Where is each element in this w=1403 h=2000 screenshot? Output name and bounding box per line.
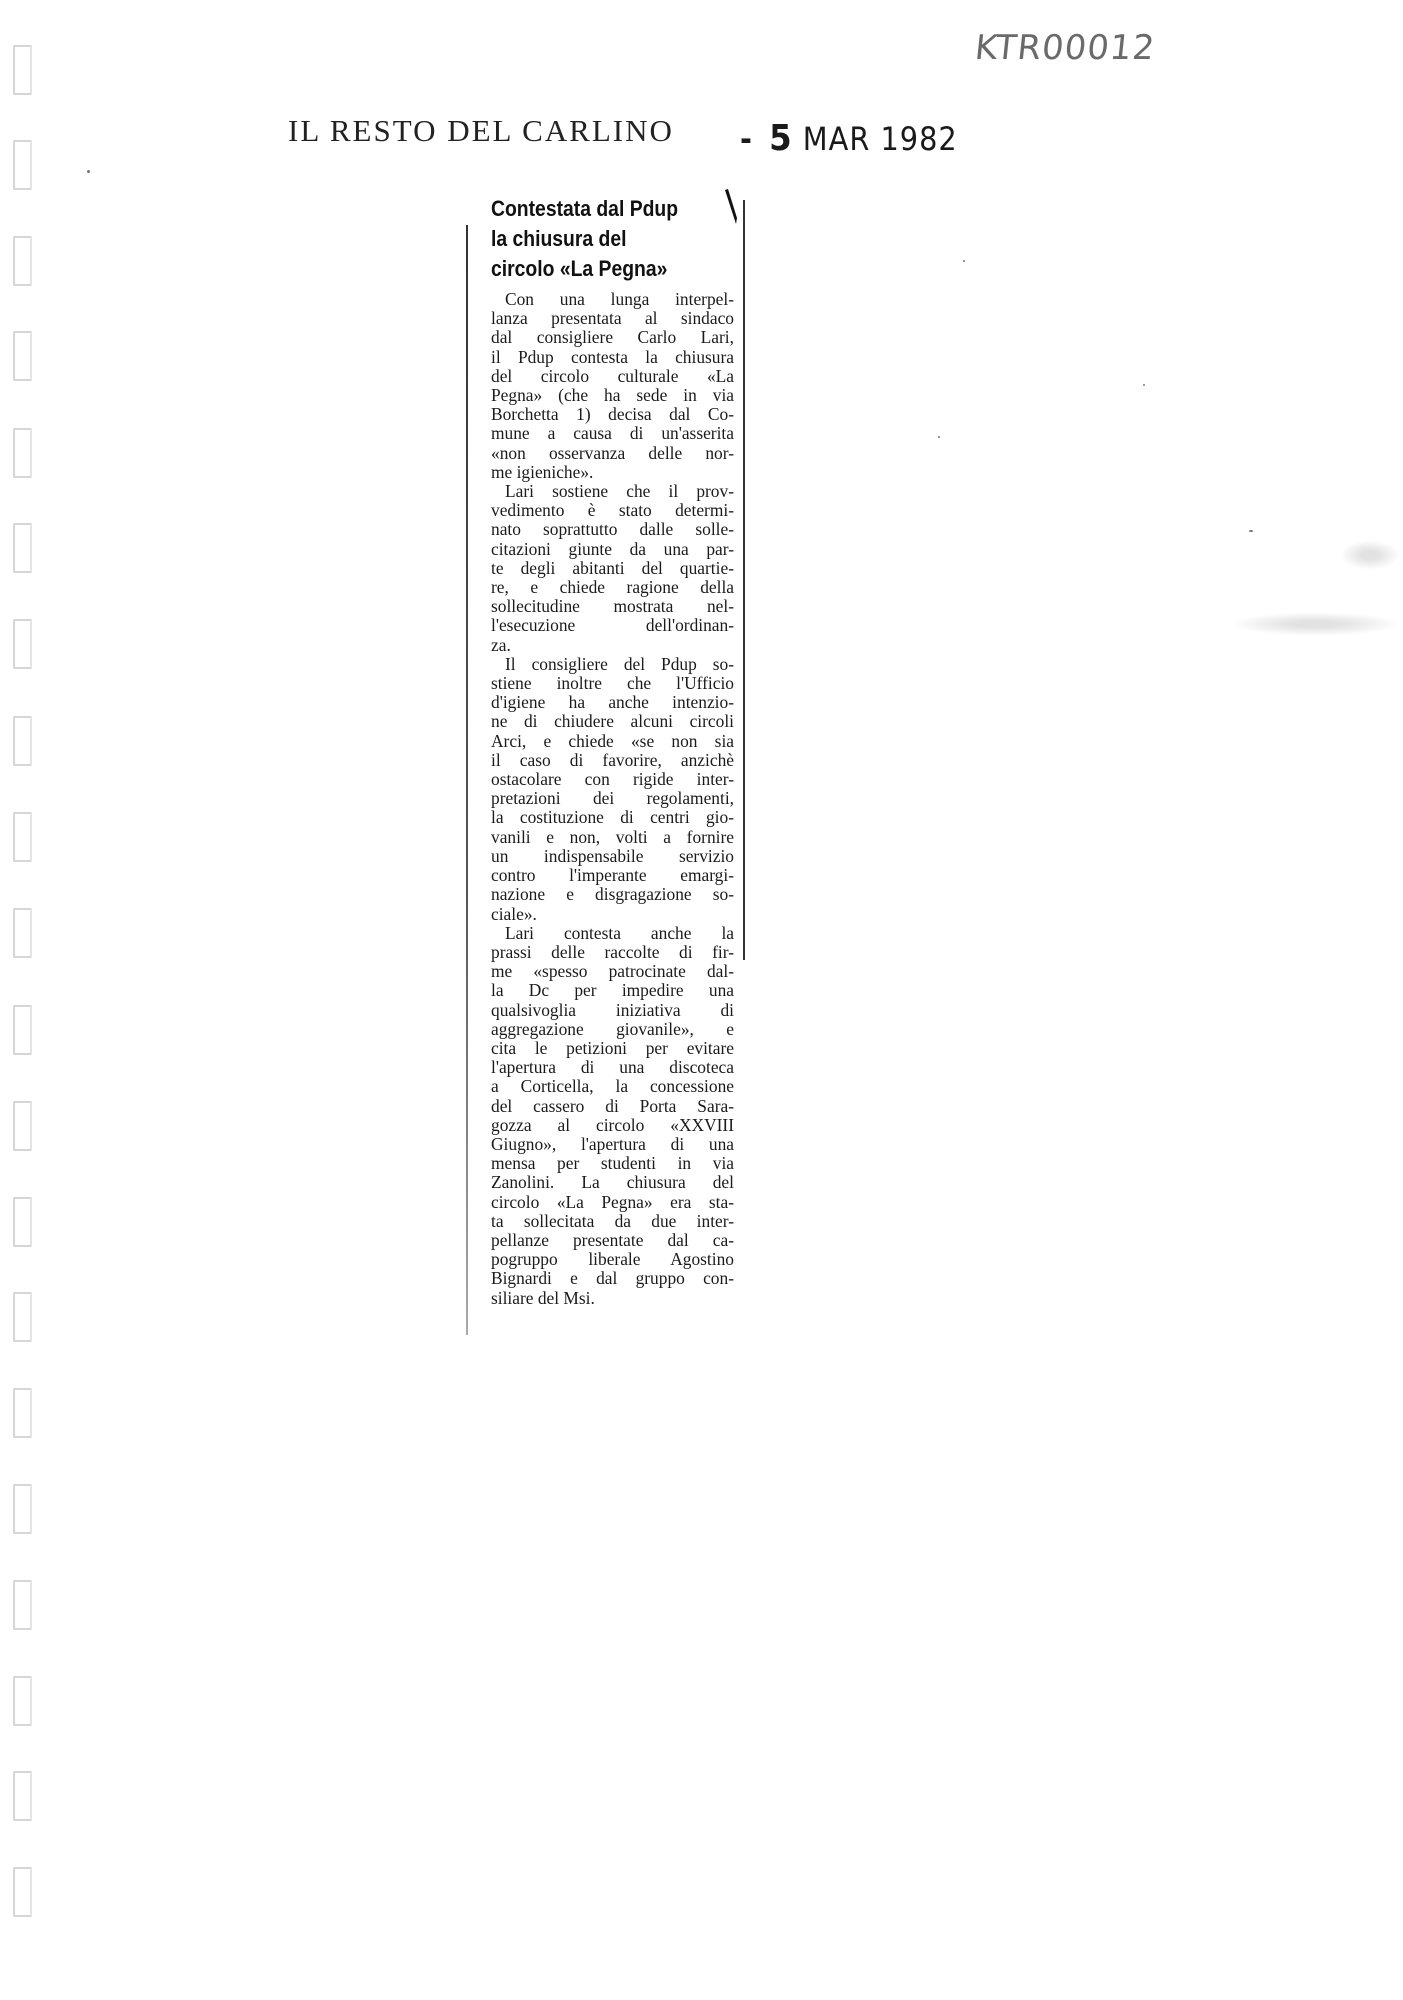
article-line: contro l'imperante emargi- [491,865,734,886]
binder-hole [13,1292,32,1342]
article-line: nato soprattutto dalle solle- [491,519,734,540]
article-line: Zanolini. La chiusura del [491,1172,734,1193]
scan-speck [938,436,940,438]
article-line: pellanze presentate dal ca- [491,1229,734,1250]
article-line: Pegna» (che ha sede in via [491,385,734,406]
headline-line: Contestata dal Pdup [491,196,679,221]
binder-hole [13,908,32,958]
article-line: Bignardi e dal gruppo con- [491,1268,734,1289]
article-line: pogruppo liberale Agostino [491,1249,734,1270]
binder-hole [13,1005,32,1055]
binder-hole [13,812,32,862]
scan-speck [87,170,90,173]
article-line: mune a causa di un'asserita [491,423,734,444]
article-line: siliare del Msi. [491,1287,595,1308]
article-line: qualsivoglia iniziativa di [491,999,734,1020]
article-body [491,290,734,1308]
date-day: 5 [769,118,793,159]
headline-line: la chiusura del [491,226,627,251]
article-paragraph [491,290,734,482]
article-line: Lari contesta anche la [505,922,734,943]
article-line: la Dc per impedire una [491,980,734,1001]
article-line: vedimento è stato determi- [491,500,734,521]
article-line: za. [491,634,511,655]
article-line: Arci, e chiede «se non sia [491,730,734,751]
article-line: Con una lunga interpel- [505,289,734,309]
binder-hole [13,428,32,478]
binder-hole [13,331,32,381]
article-line: mensa per studenti in via [491,1153,734,1174]
article-line: la costituzione di centri gio- [491,807,734,828]
article-line: pretazioni dei regolamenti, [491,788,734,809]
newspaper-article [491,194,761,1308]
binder-hole [13,523,32,573]
binder-hole [13,1867,32,1917]
binder-hole [13,45,32,95]
binder-hole [13,1676,32,1726]
article-headline [491,194,758,284]
article-line: d'igiene ha anche intenzio- [491,692,734,713]
article-line: Lari sostiene che il prov- [505,481,734,502]
article-line: cita le petizioni per evitare [491,1037,734,1058]
scan-speck [1143,384,1145,386]
article-line: «non osservanza delle nor- [491,442,734,463]
binder-hole [13,716,32,766]
article-line: circolo «La Pegna» era sta- [491,1191,734,1212]
article-line: Il consigliere del Pdup so- [505,653,734,674]
article-paragraph [491,924,734,1308]
article-line: stiene inoltre che l'Ufficio [491,673,734,694]
scan-speck [1249,530,1253,532]
date-month-year: MAR 1982 [802,120,958,158]
date-dash: - [740,120,753,158]
binder-hole [13,140,32,190]
newspaper-masthead: IL RESTO DEL CARLINO [288,113,674,148]
article-paragraph [491,655,734,924]
binder-hole [13,1101,32,1151]
article-line: nazione e disgragazione so- [491,884,734,905]
article-line: ta sollecitata da due inter- [491,1210,734,1231]
article-line: Borchetta 1) decisa dal Co- [491,404,734,425]
article-paragraph [491,482,734,655]
headline-line: circolo «La Pegna» [491,256,668,281]
article-line: me igieniche». [491,461,594,482]
article-line: aggregazione giovanile», e [491,1018,734,1039]
binder-hole [13,236,32,286]
article-line: ne di chiudere alcuni circoli [491,711,734,732]
binder-hole [13,619,32,669]
article-line: Giugno», l'apertura di una [491,1133,734,1154]
scan-speck [963,260,965,262]
binder-hole [13,1197,32,1247]
binder-hole [13,1771,32,1821]
article-line: del circolo culturale «La [491,365,734,386]
article-line: te degli abitanti del quartie- [491,557,734,578]
binder-hole [13,1580,32,1630]
binder-hole [13,1484,32,1534]
article-line: re, e chiede ragione della [491,577,734,598]
article-line: sollecitudine mostrata nel- [491,596,734,617]
article-line: gozza al circolo «XXVIII [491,1114,734,1135]
article-line: l'apertura di una discoteca [491,1057,734,1078]
archive-code-handwritten: KTR00012 [972,28,1158,68]
article-line: l'esecuzione dell'ordinan- [491,615,734,636]
scan-smudge [1230,612,1400,636]
binder-hole [13,1388,32,1438]
article-line: dal consigliere Carlo Lari, [491,327,734,348]
article-line: ciale». [491,903,537,924]
article-line: citazioni giunte da una par- [491,538,734,559]
article-line: vanili e non, volti a fornire [491,826,734,847]
article-line: lanza presentata al sindaco [491,308,734,329]
article-line: il caso di favorire, anzichè [491,749,734,770]
article-line: un indispensabile servizio [491,845,734,866]
article-line: del cassero di Porta Sara- [491,1095,734,1116]
article-line: a Corticella, la concessione [491,1076,734,1097]
article-line: me «spesso patrocinate dal- [491,961,734,982]
scan-smudge [1340,540,1400,570]
article-line: il Pdup contesta la chiusura [491,346,734,367]
clipping-left-edge [466,225,468,1335]
date-stamp [740,118,958,159]
article-line: ostacolare con rigide inter- [491,769,734,790]
article-line: prassi delle raccolte di fir- [491,941,734,962]
